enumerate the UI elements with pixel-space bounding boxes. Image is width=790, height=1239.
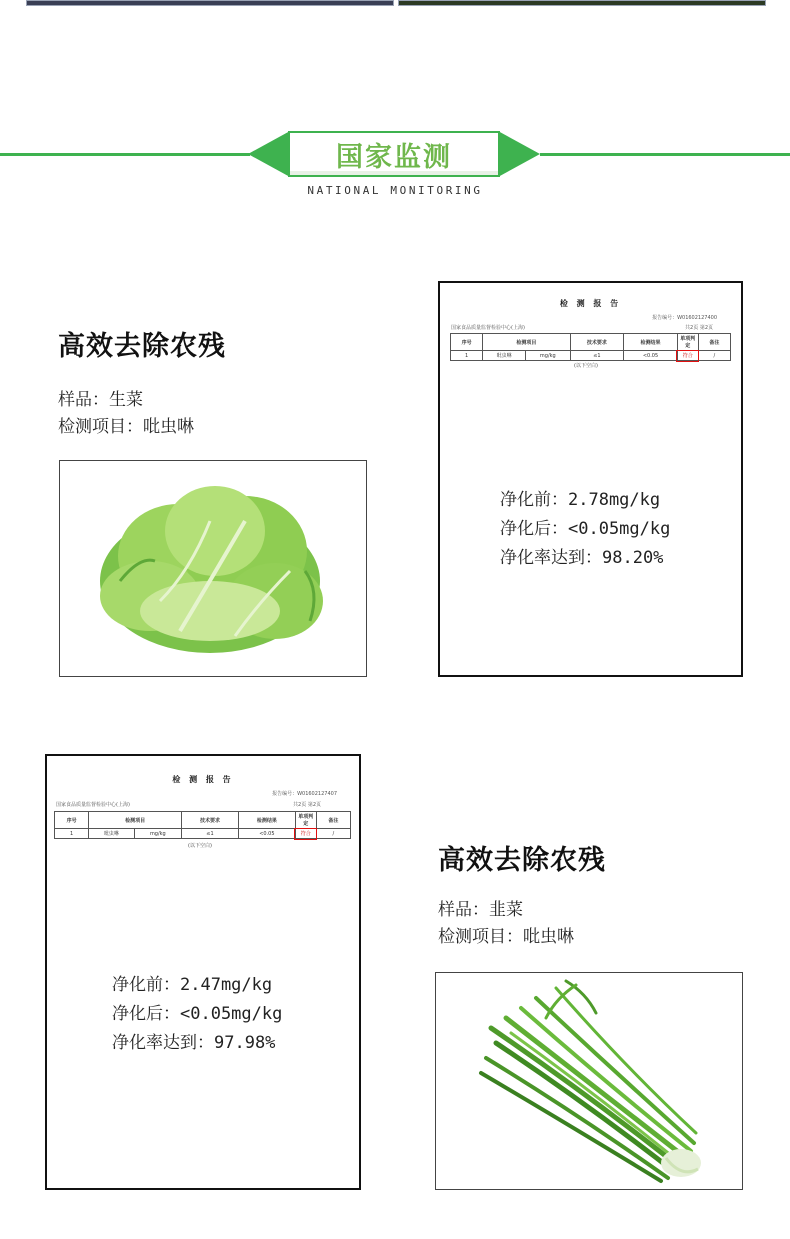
report-header-cell: 技术要求 bbox=[182, 812, 239, 829]
report-data-row bbox=[55, 829, 351, 839]
report-data-row bbox=[451, 351, 731, 361]
section-2-report bbox=[45, 754, 361, 1190]
result-after: 净化后：<0.05mg/kg bbox=[500, 519, 671, 539]
section-2-heading: 高效去除农残 bbox=[438, 845, 606, 876]
report-number: 报告编号：W01602127400 bbox=[652, 315, 717, 321]
report-header-cell: 单项判定 bbox=[677, 334, 698, 351]
report-cell: 吡虫啉 bbox=[89, 829, 135, 839]
report-cell: ≤1 bbox=[570, 351, 624, 361]
banner-line-right bbox=[540, 153, 790, 156]
report-title: 检 测 报 告 bbox=[172, 775, 234, 784]
result-before: 净化前：2.47mg/kg bbox=[112, 975, 273, 995]
report-cell: <0.05 bbox=[238, 829, 295, 839]
report-org: 国家食品质量监督检验中心(上海) bbox=[451, 325, 525, 331]
report-cell: / bbox=[698, 351, 730, 361]
report-header-row bbox=[55, 812, 351, 829]
report-table bbox=[54, 811, 351, 839]
report-header-cell: 序号 bbox=[55, 812, 89, 829]
report-blank-note: (以下空白) bbox=[188, 843, 212, 849]
report-title: 检 测 报 告 bbox=[559, 299, 622, 308]
banner-title-box bbox=[288, 131, 500, 177]
section-2-sample: 样品：韭菜 bbox=[438, 900, 523, 920]
report-header-cell: 单项判定 bbox=[295, 812, 316, 829]
report-cell: ≤1 bbox=[182, 829, 239, 839]
report-header-cell: 检测结果 bbox=[238, 812, 295, 829]
report-cell: <0.05 bbox=[624, 351, 678, 361]
result-before: 净化前：2.78mg/kg bbox=[500, 490, 661, 510]
section-2-photo-frame bbox=[435, 972, 743, 1190]
section-1-sample: 样品：生菜 bbox=[58, 390, 143, 410]
banner-line-left bbox=[0, 153, 250, 156]
section-2-results bbox=[112, 971, 282, 1058]
banner-arrow-right-icon bbox=[498, 131, 540, 177]
section-1-heading: 高效去除农残 bbox=[58, 331, 226, 362]
report-cell: 1 bbox=[451, 351, 483, 361]
banner-subtitle: NATIONAL MONITORING bbox=[307, 184, 483, 197]
section-1-test-item: 检测项目：吡虫啉 bbox=[58, 417, 194, 437]
chives-image bbox=[436, 973, 742, 1189]
previous-photo-right bbox=[398, 0, 766, 6]
result-rate: 净化率达到：97.98% bbox=[112, 1033, 276, 1053]
report-pages: 共2页 第2页 bbox=[293, 802, 321, 808]
banner-title: 国家监测 bbox=[336, 141, 452, 173]
report-header-cell: 备注 bbox=[698, 334, 730, 351]
report-header-cell: 检测项目 bbox=[483, 334, 570, 351]
section-1-info bbox=[58, 387, 194, 441]
report-cell: 吡虫啉 bbox=[483, 351, 526, 361]
lettuce-image bbox=[60, 461, 366, 676]
report-header-cell: 序号 bbox=[451, 334, 483, 351]
report-blank-note: (以下空白) bbox=[574, 363, 598, 369]
banner-arrow-left-icon bbox=[248, 131, 290, 177]
report-number: 报告编号：W01602127407 bbox=[272, 791, 337, 797]
report-header-cell: 检测项目 bbox=[89, 812, 182, 829]
section-1-report bbox=[438, 281, 743, 677]
report-pass-mark: 符合 bbox=[295, 829, 316, 839]
report-header-cell: 技术要求 bbox=[570, 334, 624, 351]
section-2-test-item: 检测项目：吡虫啉 bbox=[438, 927, 574, 947]
report-pages: 共2页 第2页 bbox=[685, 325, 713, 331]
previous-photo-left bbox=[26, 0, 394, 6]
report-table bbox=[450, 333, 731, 361]
report-cell: / bbox=[316, 829, 350, 839]
section-1-photo-frame bbox=[59, 460, 367, 677]
report-header-row bbox=[451, 334, 731, 351]
section-1-results bbox=[500, 486, 670, 573]
report-cell: mg/kg bbox=[526, 351, 571, 361]
report-cell: 1 bbox=[55, 829, 89, 839]
report-header-cell: 备注 bbox=[316, 812, 350, 829]
report-cell: mg/kg bbox=[134, 829, 181, 839]
report-header-cell: 检测结果 bbox=[624, 334, 678, 351]
report-pass-mark: 符合 bbox=[677, 351, 698, 361]
section-2-info bbox=[438, 897, 574, 951]
result-rate: 净化率达到：98.20% bbox=[500, 548, 664, 568]
report-org: 国家食品质量监督检验中心(上海) bbox=[56, 802, 130, 808]
result-after: 净化后：<0.05mg/kg bbox=[112, 1004, 283, 1024]
